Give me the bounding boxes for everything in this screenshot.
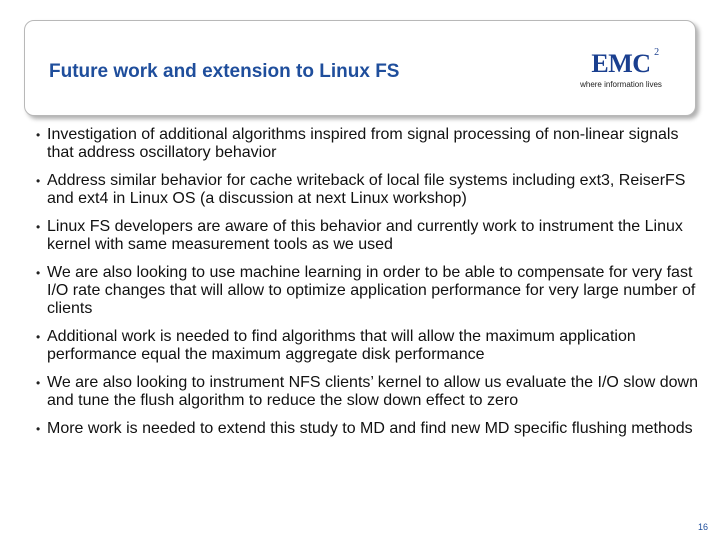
logo-brand: EMC xyxy=(591,49,651,78)
logo-wordmark xyxy=(591,47,659,78)
bullet-dot-icon: • xyxy=(36,174,41,188)
bullet-text: Additional work is needed to find algorithms that will allow the maximum application performance equal the maximum aggregate disk performance xyxy=(47,328,636,363)
bullet-text: We are also looking to use machine learning in order to be able to compensate for very fast I/O rate changes that will allow to optimize application performance for very large number of clients xyxy=(47,264,696,317)
bullet-dot-icon: • xyxy=(36,330,41,344)
bullet-dot-icon: • xyxy=(36,266,41,280)
bullet-text: We are also looking to instrument NFS clients’ kernel to allow us evaluate the I/O slow down and tune the flush algorithm to reduce the slow down effect to zero xyxy=(47,374,698,409)
logo-tagline: where information lives xyxy=(580,80,662,89)
bullet-text: More work is needed to extend this study to MD and find new MD specific flushing methods xyxy=(47,420,693,437)
page-number: 16 xyxy=(697,522,708,532)
bullet-item xyxy=(36,328,700,364)
bullet-list xyxy=(36,126,700,448)
bullet-item xyxy=(36,218,700,254)
emc-logo xyxy=(571,47,671,93)
logo-superscript: 2 xyxy=(654,47,659,58)
bullet-item xyxy=(36,374,700,410)
bullet-item xyxy=(36,264,700,318)
bullet-item xyxy=(36,420,700,438)
title-box xyxy=(24,20,696,116)
slide-title: Future work and extension to Linux FS xyxy=(49,61,400,82)
bullet-dot-icon: • xyxy=(36,128,41,142)
bullet-item xyxy=(36,126,700,162)
bullet-dot-icon: • xyxy=(36,422,41,436)
bullet-text: Linux FS developers are aware of this behavior and currently work to instrument the Linux kernel with same measurement tools as we used xyxy=(47,218,683,253)
bullet-dot-icon: • xyxy=(36,376,41,390)
bullet-text: Address similar behavior for cache writeback of local file systems including ext3, ReiserFS and ext4 in Linux OS (a discussion at next Linux workshop) xyxy=(47,172,686,207)
bullet-dot-icon: • xyxy=(36,220,41,234)
bullet-item xyxy=(36,172,700,208)
bullet-text: Investigation of additional algorithms inspired from signal processing of non-linear signals that address oscillatory behavior xyxy=(47,126,679,161)
